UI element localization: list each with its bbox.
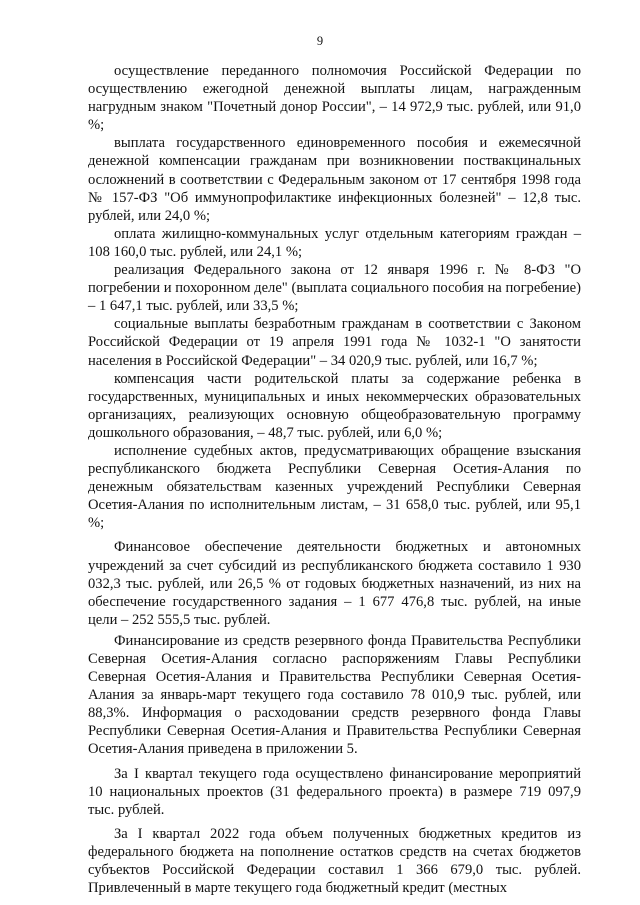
page-number: 9: [316, 34, 324, 48]
paragraph-unemployment: социальные выплаты безработным гражданам в соответствии с Законом Российской Федерации от 19 апреля 1991 года № 1032-1 "О занятости населения в Российской Федерации" – 34 020,9 тыс. рублей, или 16,7 %;: [88, 316, 581, 369]
paragraph-vaccine-compensation: выплата государственного единовременного пособия и ежемесячной денежной компенсации гражданам при возникновении поствакцинальных осложнений в соответствии с Федеральным законом от 17 сентября 1998 года № 157-ФЗ "Об иммунопрофилактике инфекционных болезней" – 12,8 тыс. рублей, или 24,0 %;: [88, 135, 581, 224]
paragraph-burial-law: реализация Федерального закона от 12 января 1996 г. № 8-ФЗ "О погребении и похоронном деле" (выплата социального пособия на погребение) – 1 647,1 тыс. рублей, или 33,5 %;: [88, 262, 581, 315]
paragraph-court-acts: исполнение судебных актов, предусматривающих обращение взыскания республиканского бюджета Республики Северная Осетия-Алания по денежным обязательствам казенных учреждений Республики Северная Осетия-Алания по исполнительным листам, – 31 658,0 тыс. рублей, или 95,1 %;: [88, 442, 581, 532]
paragraph-reserve-fund: Финансирование из средств резервного фонда Правительства Республики Северная Осетия-Алания согласно распоряжениям Главы Республики Северная Осетия-Алания и Правительства Республики Северная Осетия-Алания за январь-март текущего года составило 78 010,9 тыс. рублей, или 88,3%. Информация о расходовании средств резервного фонда Главы Республики Северная Осетия-Алания и Правительства Республики Северная Осетия-Алания приведена в приложении 5.: [88, 632, 581, 758]
paragraph-utilities: оплата жилищно-коммунальных услуг отдельным категориям граждан – 108 160,0 тыс. рублей, или 24,1 %;: [88, 225, 581, 260]
paragraph-national-projects: За I квартал текущего года осуществлено финансирование мероприятий 10 национальных проектов (31 федерального проекта) в размере 719 097,9 тыс. рублей.: [88, 765, 581, 818]
paragraph-parental-fee: компенсация части родительской платы за содержание ребенка в государственных, муниципальных и иных некоммерческих образовательных организациях, реализующих основную общеобразовательную программу дошкольного образования, – 48,7 тыс. рублей, или 6,0 %;: [88, 370, 581, 441]
document-body: [88, 62, 581, 897]
paragraph-budget-credits: За I квартал 2022 года объем полученных бюджетных кредитов из федерального бюджета на пополнение остатков средств на счетах бюджетов субъектов Российской Федерации составил 1 366 679,0 тыс. рублей. Привлеченный в марте текущего года бюджетный кредит (местных: [88, 825, 581, 897]
paragraph-donor-payment: осуществление переданного полномочия Российской Федерации по осуществлению ежегодной денежной выплаты лицам, награжденным нагрудным знаком "Почетный донор России", – 14 972,9 тыс. рублей, или 91,0 %;: [88, 63, 581, 134]
paragraph-institutions-funding: Финансовое обеспечение деятельности бюджетных и автономных учреждений за счет субсидий из республиканского бюджета составило 1 930 032,3 тыс. рублей, или 26,5 % от годовых бюджетных назначений, из них на обеспечение государственного задания – 1 677 476,8 тыс. рублей, на иные цели – 252 555,5 тыс. рублей.: [88, 539, 581, 628]
